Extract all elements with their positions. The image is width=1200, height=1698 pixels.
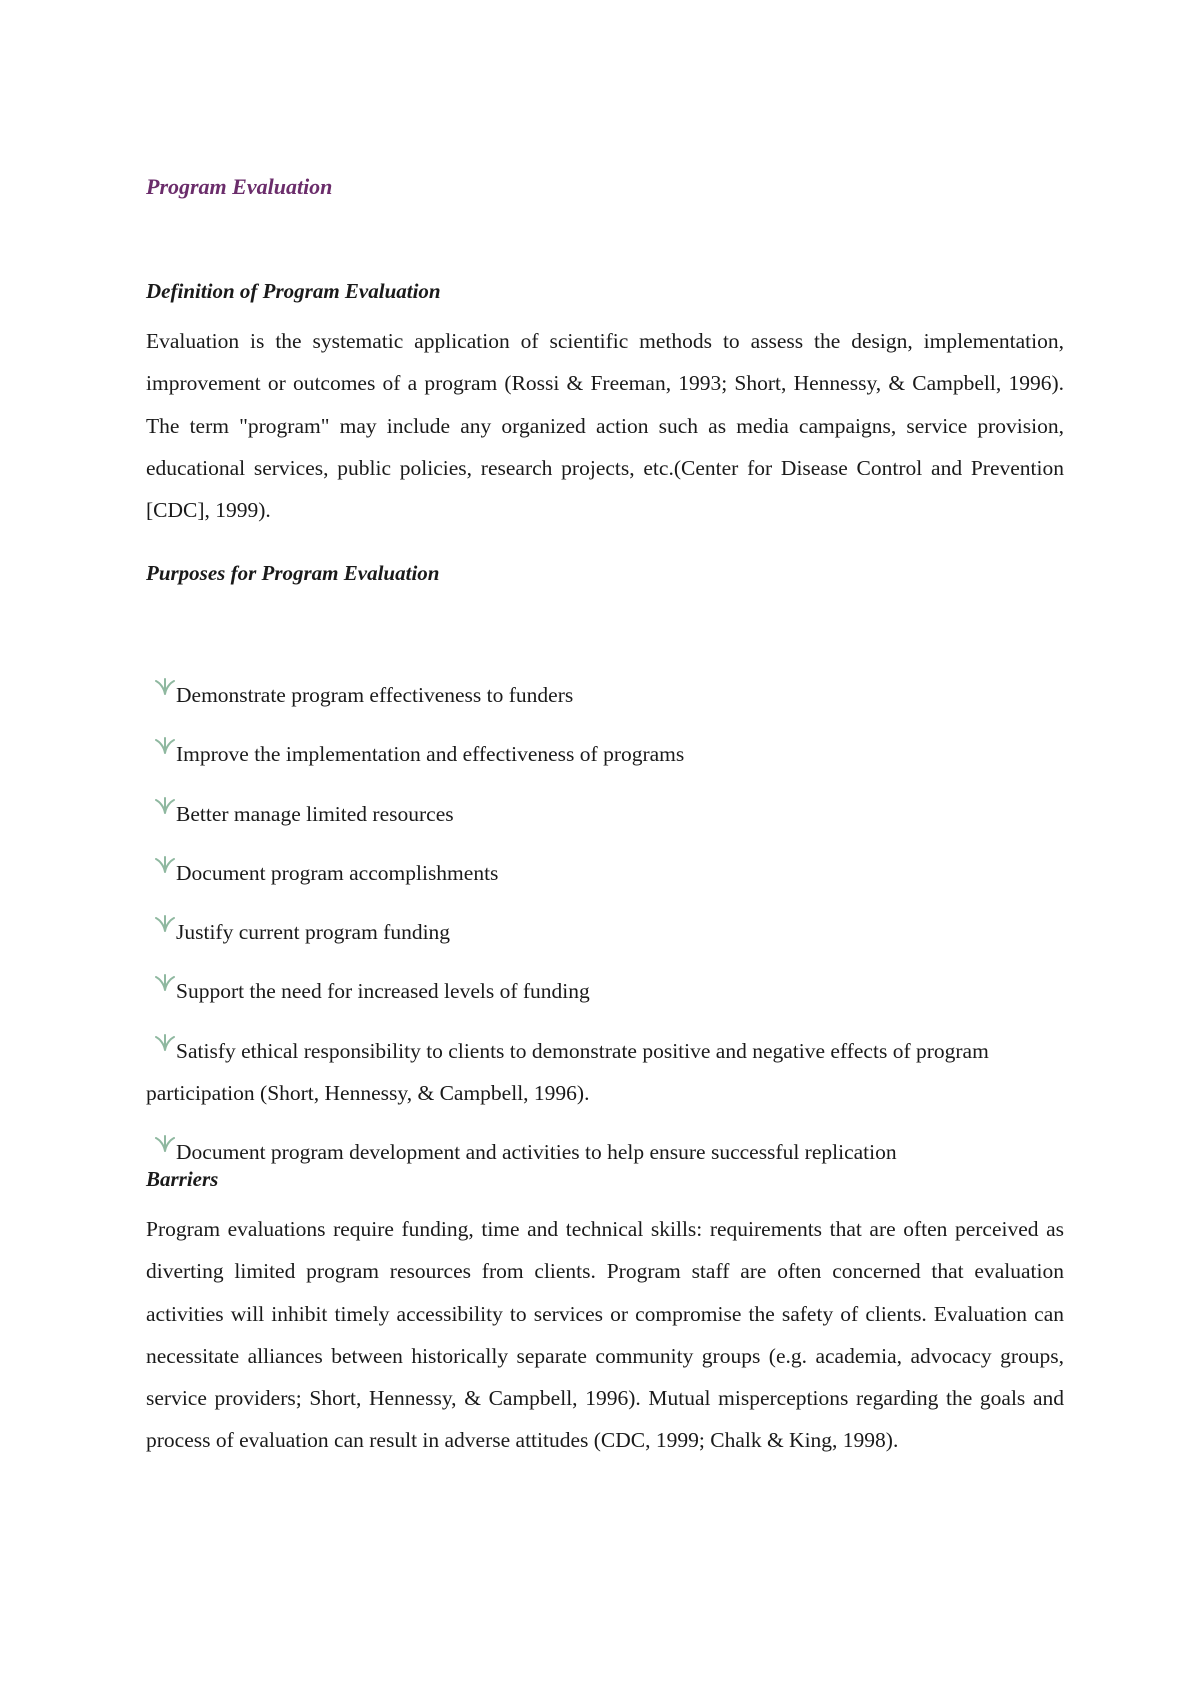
- barriers-heading: Barriers: [146, 1167, 219, 1191]
- list-item: [146, 787, 1064, 835]
- barriers-paragraph: Program evaluations require funding, time and technical skills: requirements that are often perceived as diverting limited program resources from clients. Program staff are often concerned that evaluation activities will inhibit timely accessibility to services or compromise the safety of clients. Evaluation can necessitate alliances between historically separate community groups (e.g. academia, advocacy groups, service providers; Short, Hennessy, & Campbell, 1996). Mutual misperceptions regarding the goals and process of evaluation can result in adverse attitudes (CDC, 1999; Chalk & King, 1998).: [146, 1217, 1064, 1453]
- list-item-text: Demonstrate program effectiveness to funders: [176, 683, 574, 707]
- list-item-text: Document program development and activities to help ensure successful replication: [176, 1140, 897, 1165]
- purposes-heading: Purposes for Program Evaluation: [146, 561, 440, 585]
- list-item: [146, 846, 1064, 894]
- sprout-icon: [154, 905, 176, 923]
- sprout-icon: [154, 668, 176, 686]
- list-item: [146, 668, 1064, 716]
- definition-heading: Definition of Program Evaluation: [146, 279, 441, 303]
- list-item-text: Document program accomplishments: [176, 860, 499, 885]
- sprout-icon: [154, 846, 176, 864]
- list-item: [146, 1125, 1064, 1173]
- list-item: [146, 905, 1064, 953]
- list-item-text: Justify current program funding: [176, 920, 451, 945]
- list-item: [146, 727, 1064, 775]
- sprout-icon: [154, 1125, 176, 1143]
- sprout-icon: [154, 787, 176, 805]
- list-item-text: Satisfy ethical responsibility to clients to demonstrate positive and negative effects of program participation (Short, Hennessy, & Campbell, 1996).: [146, 1038, 989, 1106]
- definition-paragraph: Evaluation is the systematic application of scientific methods to assess the design, implementation, improvement or outcomes of a program (Rossi & Freeman, 1993; Short, Hennessy, & Campbell, 1996). The term "program" may include any organized action such as media campaigns, service provision, educational services, public policies, research projects, etc.(Center for Disease Control and Prevention [CDC], 1999).: [146, 329, 1064, 523]
- list-item-text: Improve the implementation and effectiveness of programs: [176, 742, 685, 767]
- list-item-text: Support the need for increased levels of funding: [176, 979, 590, 1004]
- purposes-list: [146, 668, 1064, 1185]
- document-title: Program Evaluation: [146, 174, 333, 199]
- list-item: [146, 1024, 1064, 1115]
- sprout-icon: [154, 727, 176, 745]
- list-item-text: Better manage limited resources: [176, 801, 454, 826]
- list-item: [146, 964, 1064, 1012]
- sprout-icon: [154, 964, 176, 982]
- sprout-icon: [154, 1024, 176, 1042]
